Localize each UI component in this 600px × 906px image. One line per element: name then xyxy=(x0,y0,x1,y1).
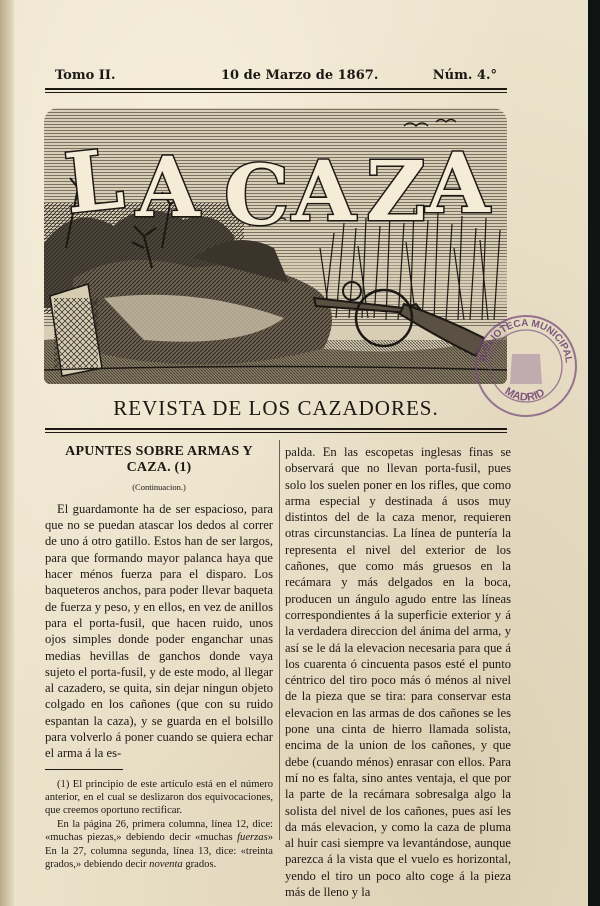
stamp-bottom-text: MADRID xyxy=(502,385,547,404)
footnote-2-part-c: » En la 27, columna segunda, línea 13, dice: «treinta grados,» debiendo decir xyxy=(45,832,274,871)
continuation-label: (Continuacion.) xyxy=(132,481,186,492)
article-title: APUNTES SOBRE ARMAS Y CAZA. (1) xyxy=(65,444,253,476)
footnote-rule xyxy=(45,769,123,770)
footnote-2-part-e: grados. xyxy=(185,859,217,871)
svg-text:A: A xyxy=(292,144,356,240)
article-paragraph-continued: palda. En las escopetas inglesas finas se observará que no llevan porta-fusil, pues solo los suelen poner en los rifles, que como arma especial y destinada á usos muy distintos del de la caza menor, requieren otras circunstancias. La línea de puntería la representa el nivel del exterior de los cañones, que como más gruesos en la recámara y más delgados en la boca, producen un ángulo agudo entre las líneas correspondientes á la superficie exterior y á la verdadera direccion del ánima del arma, y así se le dá la elevacion necesaria para que á los cuarenta ó cincuenta pasos esté el punto céntrico del tiro poco más ó ménos al nivel de la pieza que se tira: para conservar esta elevacion en las armas de dos cañones se les pone una cinta de hierro llamada solista, encima de la union de los cañones, y que debe (cuando ménos) enrasar con ellos. Para mí no es falta, sino antes ventaja, el que por la parte de la recámara sobresalga algo la solista del nivel de los cañones, pues así les da más elevacion, y como la caza de pluma al huir casi siempre va levantándose, aunque parezca á la vista que el vuelo es horizontal, yendo el tiro un poco alto coge á la pieza más de lleno y la xyxy=(285,445,511,900)
title-banner-illustration xyxy=(44,108,507,384)
footnote-2-italic-a: fuerzas xyxy=(237,832,268,844)
footnote-1: (1) El principio de este artículo está en el número anterior, en el cual se deslizaron dos equivocaciones, que creemos oportuno rectificar. xyxy=(45,778,273,817)
page-edge xyxy=(0,0,14,906)
svg-text:A: A xyxy=(136,140,200,236)
volume-label: Tomo II. xyxy=(55,68,116,83)
footnote-2-italic-b: noventa xyxy=(149,859,183,871)
stamp-top-text: BIBLIOTECA MUNICIPAL xyxy=(478,317,574,364)
svg-text:Z: Z xyxy=(366,144,426,240)
issue-number: Núm. 4.° xyxy=(432,68,497,83)
svg-text:MADRID xyxy=(502,385,546,403)
svg-text:L: L xyxy=(60,131,128,233)
article-paragraph: El guardamonte ha de ser espacioso, para que no se puedan atascar los dedos al correr de uno á otro gatillo. Estos han de ser largos, para que formando mayor palanca haya que hacer ménos fuerza para el disparo. Los baqueteros anchos, para poder llevar baqueta de fuerza y peso, y en ellos, en vez de anillos para el porta-fusil, que hacen ruido, unos ojos simples donde poder enganchar unas medias hevillas de ganchos donde vaya sujeto el porta-fusil, y de este modo, al llegar al cazadero, se quita, sin dejar ningun objeto colgado en los cañones (que con su ruido espantan la caza), y se guarda en el bolsillo para volverlo á poner cuando se quiera echar el arma á la es- xyxy=(45,501,273,761)
issue-date: 10 de Marzo de 1867. xyxy=(221,68,379,83)
hunting-scene-engraving xyxy=(44,108,507,384)
masthead-header xyxy=(45,68,507,86)
svg-text:A: A xyxy=(426,136,490,232)
scan-border xyxy=(588,0,600,906)
subtitle-rule-thin xyxy=(45,432,507,433)
article-column-left xyxy=(45,444,273,871)
banner-title: LA CAZA xyxy=(44,108,49,109)
subtitle-rule-thick xyxy=(45,428,507,430)
header-rule-thin xyxy=(45,92,507,93)
publication-subtitle: REVISTA DE LOS CAZADORES. xyxy=(113,396,439,420)
footnote-2-part-a: En la página 26, primera columna, línea 12, dice: «muchas piezas,» debiendo decir «muchas xyxy=(45,818,273,844)
article-column-right xyxy=(285,444,511,900)
header-rule-thick xyxy=(45,88,507,90)
column-divider xyxy=(279,440,280,840)
svg-text:C: C xyxy=(224,148,290,244)
footnote-2 xyxy=(45,818,273,872)
